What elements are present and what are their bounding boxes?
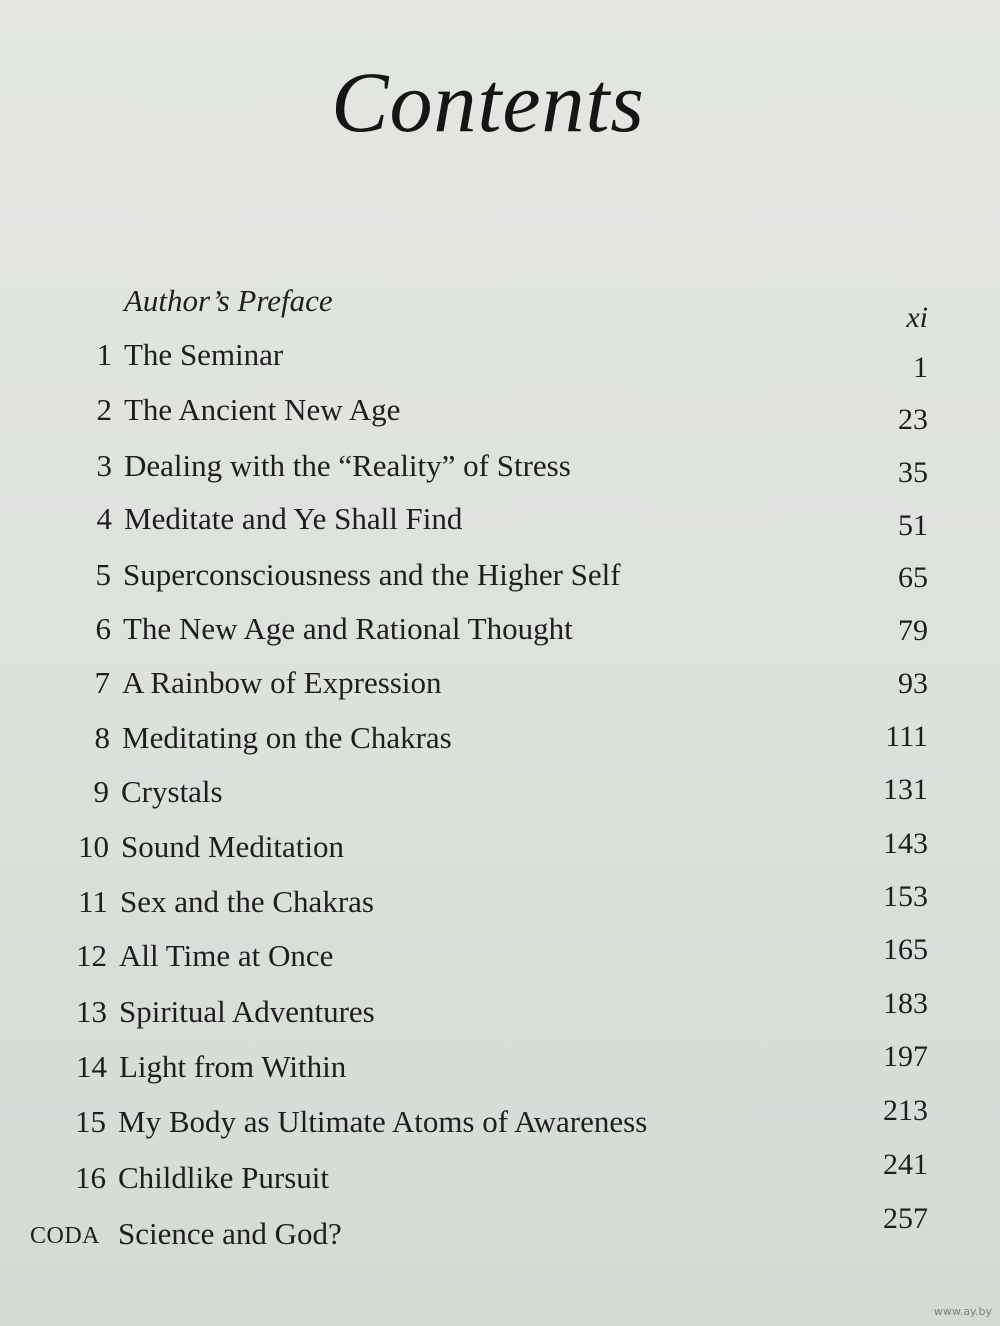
preface-page: xi: [906, 301, 928, 334]
page-title: Contents: [331, 54, 645, 150]
chapter-title: Childlike Pursuit: [118, 1160, 329, 1195]
toc-entry-row[interactable]: [0, 335, 1000, 375]
chapter-number: 7: [94, 665, 110, 700]
toc-entry-row[interactable]: [0, 390, 1000, 430]
toc-entry-row[interactable]: [0, 1047, 1000, 1087]
chapter-number: 2: [96, 392, 112, 427]
chapter-number: 5: [95, 557, 111, 592]
chapter-number: 8: [94, 720, 110, 755]
toc-entry-row[interactable]: [0, 499, 1000, 539]
chapter-page-number: 1: [913, 351, 928, 384]
chapter-number: 14: [76, 1049, 107, 1084]
toc-entry-row[interactable]: [0, 992, 1000, 1032]
chapter-number: 6: [95, 611, 111, 646]
chapter-number: 11: [78, 884, 108, 919]
chapter-page-number: 165: [883, 933, 928, 966]
chapter-number: 15: [75, 1104, 106, 1139]
chapter-title: My Body as Ultimate Atoms of Awareness: [118, 1104, 648, 1139]
toc-entry-row[interactable]: [0, 1214, 1000, 1254]
chapter-title: The Ancient New Age: [124, 392, 401, 427]
toc-entry-row[interactable]: [0, 555, 1000, 595]
chapter-page-number: 35: [898, 456, 928, 489]
toc-entry-row[interactable]: [0, 1102, 1000, 1142]
toc-entry-row[interactable]: [0, 1158, 1000, 1198]
toc-entry-row[interactable]: [0, 663, 1000, 703]
chapter-title: Light from Within: [119, 1049, 347, 1084]
chapter-page-number: 65: [898, 561, 928, 594]
chapter-page-number: 93: [898, 667, 928, 700]
chapter-number: 1: [96, 337, 112, 372]
chapter-page-number: 143: [883, 827, 928, 860]
toc-entry-row[interactable]: [0, 718, 1000, 758]
chapter-page-number: 153: [883, 880, 928, 913]
chapter-page-number: 23: [898, 403, 928, 436]
chapter-title: Sex and the Chakras: [120, 884, 374, 919]
chapter-page-number: 197: [883, 1040, 928, 1073]
chapter-title: Science and God?: [118, 1216, 342, 1251]
preface-label: Author’s Preface: [124, 283, 333, 318]
chapter-title: Crystals: [121, 774, 223, 809]
chapter-page-number: 79: [898, 614, 928, 647]
chapter-page-number: 111: [885, 720, 928, 753]
toc-entry-row[interactable]: [0, 772, 1000, 812]
chapter-title: The New Age and Rational Thought: [123, 611, 573, 646]
chapter-title: Dealing with the “Reality” of Stress: [124, 448, 571, 483]
chapter-title: A Rainbow of Expression: [122, 665, 442, 700]
chapter-number: 4: [96, 501, 112, 536]
toc-preface-row[interactable]: [0, 281, 1000, 321]
chapter-page-number: 213: [883, 1094, 928, 1127]
chapter-title: Meditate and Ye Shall Find: [124, 501, 463, 536]
chapter-title: Meditating on the Chakras: [122, 720, 452, 755]
chapter-page-number: 51: [898, 509, 928, 542]
watermark: www.ay.by: [933, 1305, 992, 1318]
chapter-number: 10: [78, 829, 109, 864]
chapter-number: 12: [76, 938, 107, 973]
chapter-number: 13: [76, 994, 107, 1029]
chapter-page-number: 257: [883, 1202, 928, 1235]
chapter-title: Spiritual Adventures: [119, 994, 375, 1029]
chapter-number: 3: [96, 448, 112, 483]
chapter-number: 9: [93, 774, 109, 809]
chapter-page-number: 183: [883, 987, 928, 1020]
toc-entry-row[interactable]: [0, 936, 1000, 976]
chapter-title: All Time at Once: [119, 938, 334, 973]
toc-entry-row[interactable]: [0, 609, 1000, 649]
toc-entry-row[interactable]: [0, 827, 1000, 867]
chapter-title: The Seminar: [124, 337, 284, 372]
chapter-title: Sound Meditation: [121, 829, 345, 864]
chapter-number: CODA: [29, 1223, 100, 1249]
toc-entry-row[interactable]: [0, 882, 1000, 922]
chapter-title: Superconsciousness and the Higher Self: [123, 557, 621, 592]
chapter-page-number: 131: [883, 773, 928, 806]
toc-entry-row[interactable]: [0, 446, 1000, 486]
chapter-page-number: 241: [883, 1148, 928, 1181]
chapter-number: 16: [75, 1160, 106, 1195]
